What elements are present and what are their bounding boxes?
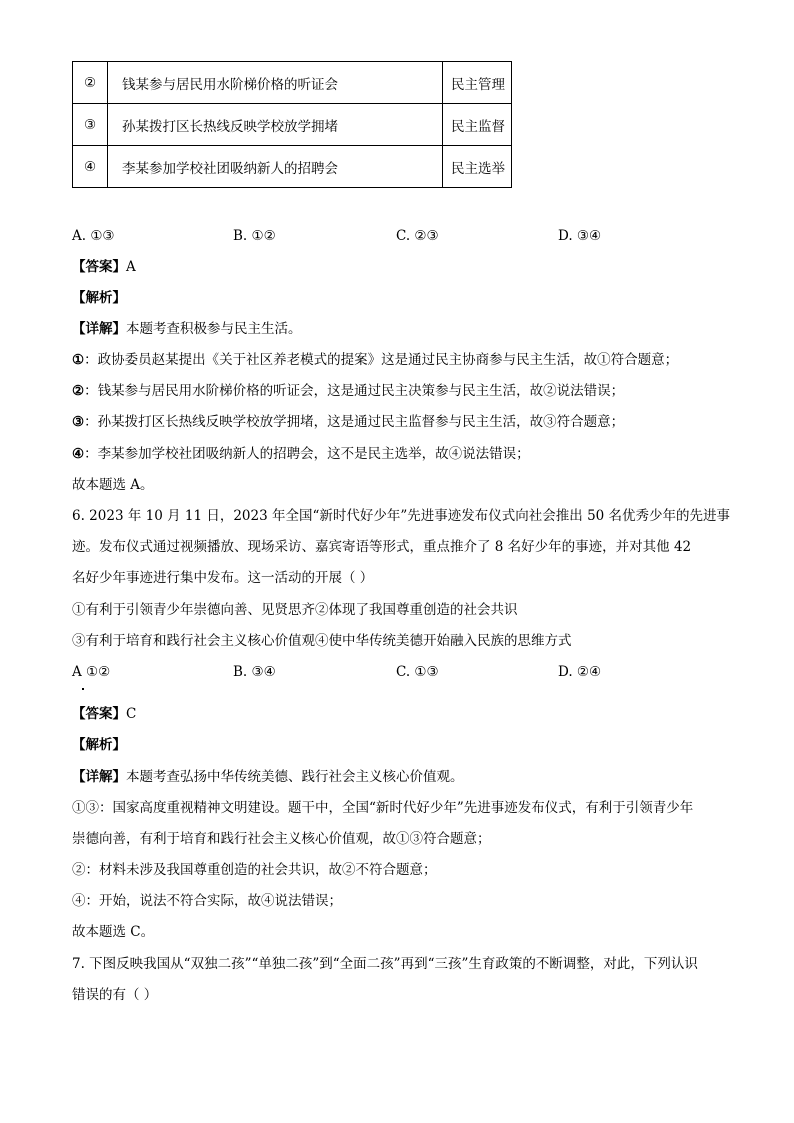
row-type: 民主监督 xyxy=(443,104,512,146)
q5-analysis-line-3 xyxy=(72,412,624,432)
row-type: 民主管理 xyxy=(443,62,512,104)
q6-stem-line-2: 迹。发布仪式通过视频播放、现场采访、嘉宾寄语等形式，重点推介了 8 名好少年的事迹，并对其他 42 xyxy=(72,539,692,555)
analysis-text: ：李某参加学校社团吸纳新人的招聘会，这不是民主选举，故④说法错误； xyxy=(84,446,530,462)
row-type: 民主选举 xyxy=(443,146,512,188)
answer-value: C xyxy=(126,706,137,722)
statement-mark: ③ xyxy=(72,414,85,430)
q6-conclusion: 故本题选 C。 xyxy=(72,924,155,940)
q6-option-a: A ①② xyxy=(72,664,111,680)
stray-dot xyxy=(82,688,84,690)
q5-option-a: A. ①③ xyxy=(72,228,115,244)
statement-mark: ② xyxy=(72,383,85,399)
row-number: ③ xyxy=(73,104,108,146)
table-row xyxy=(73,104,512,146)
q6-option-c: C. ①③ xyxy=(396,664,439,680)
row-number: ② xyxy=(73,62,108,104)
q5-option-c: C. ②③ xyxy=(396,228,439,244)
q6-statements-line-2: ③有利于培育和践行社会主义核心价值观④使中华传统美德开始融入民族的思维方式 xyxy=(72,633,572,649)
q5-detail xyxy=(72,319,302,339)
statement-mark: ④ xyxy=(72,446,85,462)
analysis-text: ：政协委员赵某提出《关于社区养老模式的提案》这是通过民主协商参与民主生活，故①符合题意； xyxy=(84,352,679,368)
statement-mark: ① xyxy=(72,352,85,368)
q6-analysis-line-2: ②：材料未涉及我国尊重创造的社会共识，故②不符合题意； xyxy=(72,862,437,878)
q6-option-b: B. ③④ xyxy=(233,664,276,680)
answer-tag: 【答案】 xyxy=(72,259,126,275)
q6-stem-line-3: 名好少年事迹进行集中发布。这一活动的开展（ ） xyxy=(72,570,374,586)
q6-analysis-tag: 【解析】 xyxy=(72,737,126,753)
detail-text: 本题考查弘扬中华传统美德、践行社会主义核心价值观。 xyxy=(126,769,464,785)
q5-analysis-line-4 xyxy=(72,444,530,464)
question-table xyxy=(72,61,512,188)
analysis-text: ：钱某参与居民用水阶梯价格的听证会，这是通过民主决策参与民主生活，故②说法错误； xyxy=(84,383,625,399)
q5-option-d: D. ③④ xyxy=(558,228,602,244)
q5-answer xyxy=(72,257,136,277)
q7-stem-line-2: 错误的有（ ） xyxy=(72,987,158,1003)
q5-analysis-line-1 xyxy=(72,350,678,370)
q7-stem-line-1: 7. 下图反映我国从“双独二孩”“单独二孩”到“全面二孩”再到“三孩”生育政策的不断调整，对此，下列认识 xyxy=(72,956,698,972)
row-event: 钱某参与居民用水阶梯价格的听证会 xyxy=(108,62,443,104)
q6-detail xyxy=(72,767,464,787)
analysis-text: ：孙某拨打区长热线反映学校放学拥堵，这是通过民主监督参与民主生活，故③符合题意； xyxy=(84,414,625,430)
q5-analysis-tag: 【解析】 xyxy=(72,290,126,306)
q6-analysis-line-1b: 崇德向善，有利于培育和践行社会主义核心价值观，故①③符合题意； xyxy=(72,831,491,847)
q6-analysis-line-1a: ①③：国家高度重视精神文明建设。题干中，全国“新时代好少年”先进事迹发布仪式，有利于引领青少年 xyxy=(72,800,694,816)
table-row xyxy=(73,62,512,104)
answer-tag: 【答案】 xyxy=(72,706,126,722)
answer-value: A xyxy=(126,259,136,275)
row-event: 孙某拨打区长热线反映学校放学拥堵 xyxy=(108,104,443,146)
detail-tag: 【详解】 xyxy=(72,321,126,337)
detail-text: 本题考查积极参与民主生活。 xyxy=(126,321,302,337)
detail-tag: 【详解】 xyxy=(72,769,126,785)
q6-analysis-line-3: ④：开始，说法不符合实际，故④说法错误； xyxy=(72,893,342,909)
q6-stem-line-1: 6. 2023 年 10 月 11 日，2023 年全国“新时代好少年”先进事迹发布仪式向社会推出 50 名优秀少年的先进事 xyxy=(72,508,731,524)
row-event: 李某参加学校社团吸纳新人的招聘会 xyxy=(108,146,443,188)
q5-analysis-line-2 xyxy=(72,381,624,401)
q6-answer xyxy=(72,704,136,724)
q5-option-b: B. ①② xyxy=(233,228,276,244)
q6-option-d: D. ②④ xyxy=(558,664,602,680)
table-row xyxy=(73,146,512,188)
q5-conclusion: 故本题选 A。 xyxy=(72,477,154,493)
q6-statements-line-1: ①有利于引领青少年崇德向善、见贤思齐②体现了我国尊重创造的社会共识 xyxy=(72,602,518,618)
row-number: ④ xyxy=(73,146,108,188)
